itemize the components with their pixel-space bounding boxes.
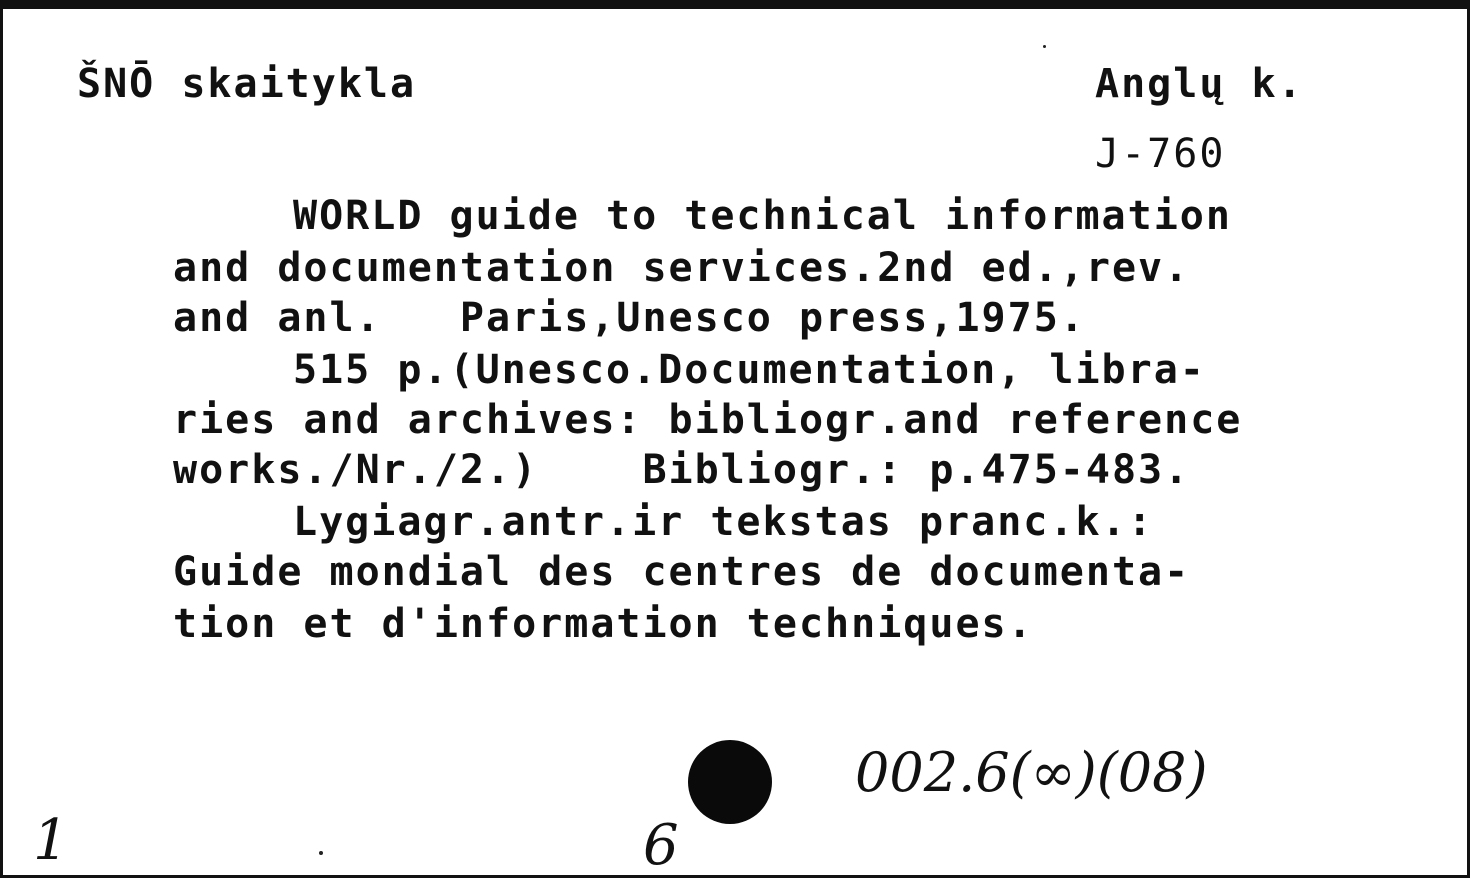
- speck: [319, 851, 323, 855]
- speck: [1043, 45, 1046, 48]
- call-number: J-760: [1095, 131, 1226, 177]
- body-line-2: and documentation services.2nd ed.,rev.: [173, 245, 1191, 291]
- punch-hole: [688, 740, 772, 824]
- body-line-4: 515 p.(Unesco.Documentation, libra-: [293, 347, 1206, 393]
- library-name: ŠNŌ skaitykla: [77, 61, 417, 107]
- language-label: Anglų k.: [1095, 61, 1304, 107]
- classification-number: 002.6(∞)(08): [855, 741, 1208, 804]
- body-line-5: ries and archives: bibliogr.and reference: [173, 397, 1243, 443]
- top-edge: [3, 3, 1470, 9]
- handwritten-number-6: 6: [643, 813, 679, 878]
- handwritten-number-1: 1: [33, 808, 69, 873]
- body-line-3: and anl. Paris,Unesco press,1975.: [173, 295, 1086, 341]
- body-line-6: works./Nr./2.) Bibliogr.: p.475-483.: [173, 447, 1191, 493]
- body-line-7: Lygiagr.antr.ir tekstas pranc.k.:: [293, 499, 1154, 545]
- body-line-9: tion et d'information techniques.: [173, 601, 1034, 647]
- body-line-8: Guide mondial des centres de documenta-: [173, 549, 1191, 595]
- body-line-1: WORLD guide to technical information: [293, 193, 1232, 239]
